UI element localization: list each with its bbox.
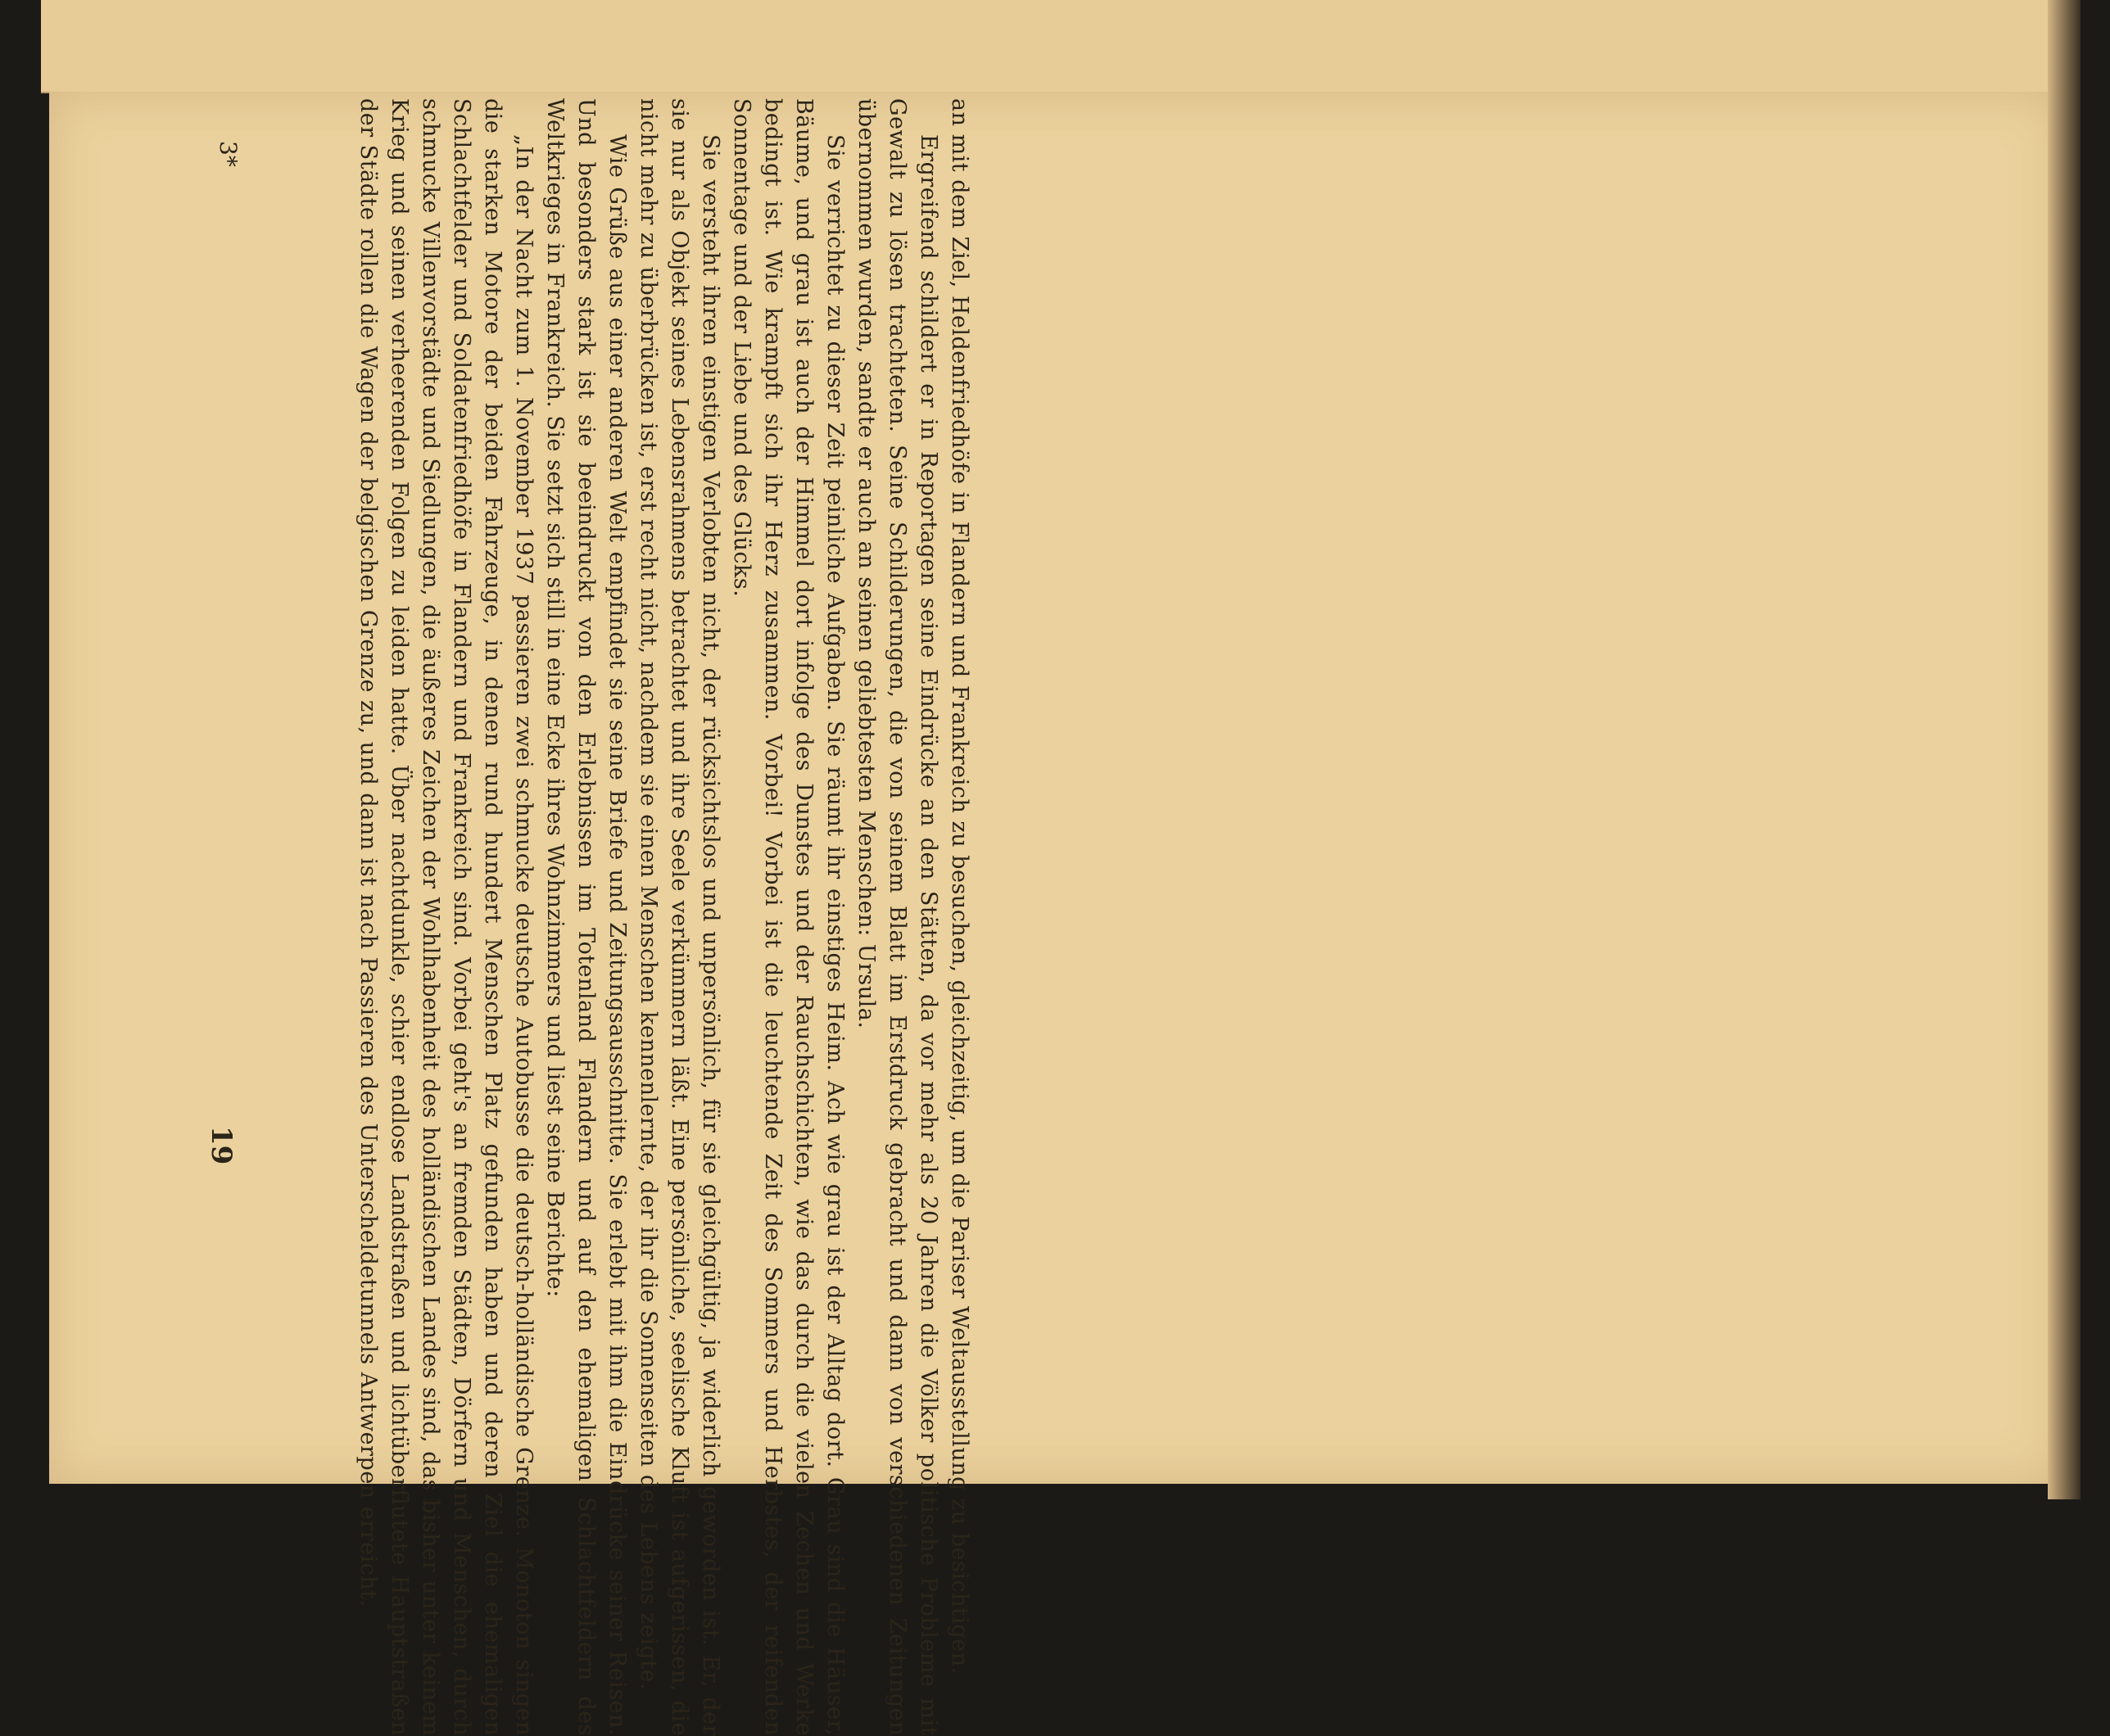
previous-page-text-fragments — [66, 0, 1909, 92]
page-number: 19 — [205, 1126, 238, 1165]
paragraph: Sie verrichtet zu dieser Zeit peinliche Aufgaben. Sie räumt ihr einstiges Heim. Ach wie grau ist der Alltag dort. Grau sind die Häuser, Bäume, und grau ist auch der Himmel dort infolge des Dunstes und der Rauchschichten, wie das durch die vielen Zechen und Werke bedingt ist. Wie krampft sich ihr Herz zusammen. Vorbei! Vorbei ist die leuchtende Zeit des Sommers und Herbstes, der reifenden Sonnentage und der Liebe und des Glücks. — [729, 98, 848, 1736]
page-text-column — [352, 98, 975, 1736]
previous-page — [41, 0, 2068, 93]
paragraph: „In der Nacht zum 1. November 1937 passieren zwei schmucke deutsche Autobusse die deutsch-holländische Grenze. Monoton singen die starken Motore der beiden Fahrzeuge, in denen rund hundert Menschen Platz gefunden haben und deren Ziel die ehemaligen Schlachtfelder und Soldatenfriedhöfe in Flandern und Frankreich sind. Vorbei geht's an fremden Städten, Dörfern und Menschen, durch schmucke Villenvorstädte und Siedlungen, die äußeres Zeichen der Wohlhabenheit des holländischen Landes sind, das bisher unter keinem Krieg und seinen verheerenden Folgen zu leiden hatte. Über nachtdunkle, schier endlose Landstraßen und lichtüberflutete Hauptstraßen der Städte rollen die Wagen der belgischen Grenze zu, und dann ist nach Passieren des Unterscheldetunnels Antwerpen erreicht. — [355, 98, 537, 1736]
book-page — [49, 92, 2060, 1484]
paragraph: Sie versteht ihren einstigen Verlobten nicht, der rücksichtslos und unpersönlich, für sie gleichgültig, ja widerlich geworden ist. Er, der sie nur als Objekt seines Lebensrahmens betrachtet und ihre Seele verkümmern läßt. Eine persönliche, seelische Kluft ist aufgerissen, die nicht mehr zu überbrücken ist, erst recht nicht, nachdem sie einen Menschen kennenlernte, der ihr die Sonnenseiten des Lebens zeigte. — [636, 98, 723, 1736]
signature-mark: 3* — [215, 141, 242, 167]
page-edge — [2048, 0, 2081, 1499]
paragraph: an mit dem Ziel, Heldenfriedhöfe in Flandern und Frankreich zu besuchen, gleichzeitig, um die Pariser Weltausstellung zu besichtigen. — [947, 98, 972, 1675]
paragraph: Wie Grüße aus einer anderen Welt empfindet sie seine Briefe und Zeitungsausschnitte. Sie erlebt mit ihm die Eindrücke seiner Reisen. Und besonders stark ist sie beeindruckt von den Erlebnissen im Totenland Flandern und auf den ehemaligen Schlachtfeldern des Weltkrieges in Frankreich. Sie setzt sich still in eine Ecke ihres Wohnzimmers und liest seine Berichte: — [542, 98, 630, 1736]
paragraph: Ergreifend schildert er in Reportagen seine Eindrücke an den Stätten, da vor mehr als 20 Jahren die Völker politische Probleme mit Gewalt zu lösen trachteten. Seine Schilderungen, die von seinem Blatt im Erstdruck gebracht und dann von verschiedenen Zeitungen übernommen wurden, sandte er auch an seinen geliebtesten Menschen: Ursula. — [854, 98, 941, 1736]
